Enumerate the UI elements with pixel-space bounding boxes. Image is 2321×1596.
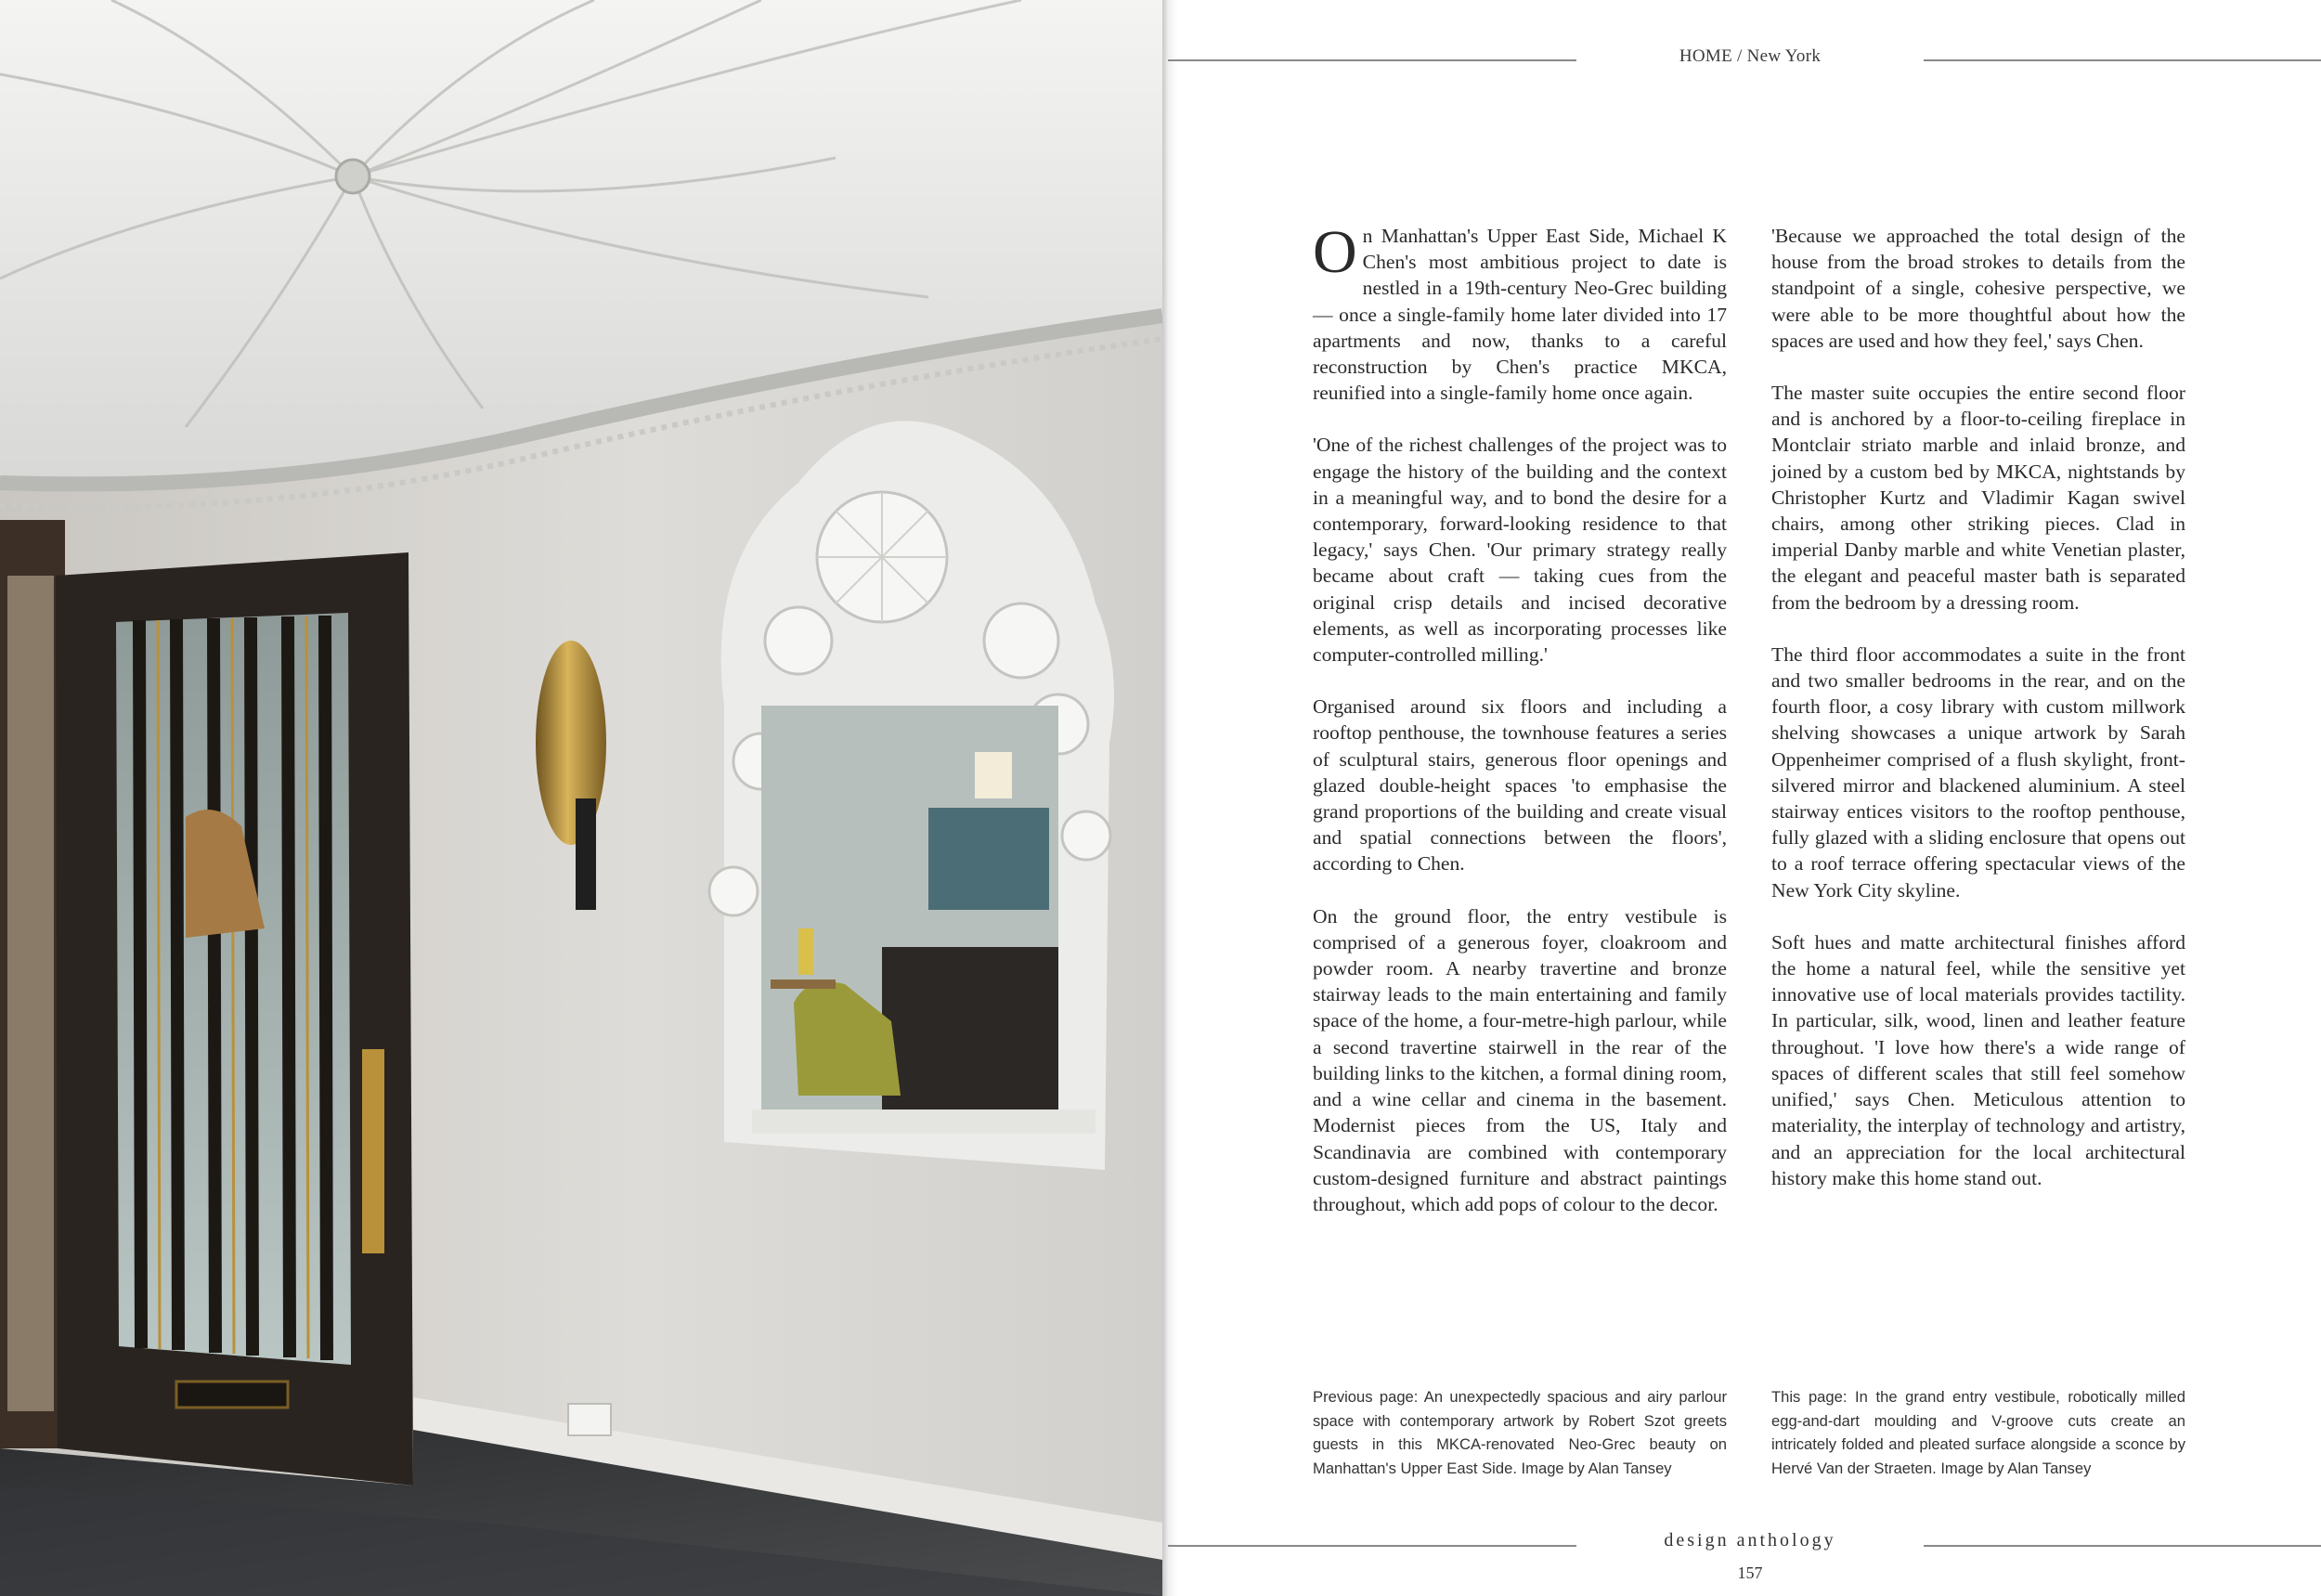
page-gutter (1162, 0, 1177, 1596)
article-column-left (1313, 218, 1727, 1243)
article-paragraph: On the ground floor, the entry vestibule is comprised of a generous foyer, cloakroom and powder room. A nearby travertine and bronze stairway leads to the main entertaining and family space of the home, a four-metre-high parlour, while a second travertine stairwell in the rear of the building links to the kitchen, a formal dining room, and a wine cellar and cinema in the basement. Modernist pieces from the US, Italy and Scandinavia are combined with contemporary custom-designed furniture and abstract paintings throughout, which add pops of colour to the decor. (1313, 904, 1727, 1215)
drop-cap: O (1313, 218, 1357, 286)
section-header: HOME / New York (1679, 46, 1822, 66)
article-paragraph: Organised around six floors and including a rooftop penthouse, the townhouse features a series of sculptural stairs, generous floor openings and glazed double-height spaces 'to emphasise the grand proportions of the building and create visual and spatial connections between the floors', according to Chen. (1313, 695, 1727, 876)
article-column-right (1771, 223, 2185, 1217)
footer-rule (1168, 1545, 1576, 1547)
article-paragraph: On Manhattan's Upper East Side, Michael K Chen's most ambitious project to date is nestled in a 19th-century Neo-Grec building — once a single-family home later divided into 17 apartments and now, thanks to a careful reconstruction by Chen's practice MKCA, reunified into a single-family home once again. (1313, 218, 1727, 405)
magazine-brand: design anthology (1664, 1530, 1836, 1551)
article-paragraph: The master suite occupies the entire second floor and is anchored by a floor-to-ceiling fireplace in Montclair striato marble and inlaid bronze, and joined by a custom bed by MKCA, nightstands by Christopher Kurtz and Vladimir Kagan swivel chairs, among other striking pieces. Clad in imperial Danby marble and white Venetian plaster, the elegant and peaceful master bath is separated from the bedroom by a dressing room. (1771, 382, 2185, 614)
header-rule (1168, 59, 1576, 61)
photo-caption-previous: Previous page: An unexpectedly spacious and airy parlour space with contemporary artwork by Robert Szot greets guests in this MKCA-renovated Neo-Grec beauty on Manhattan's Upper East Side. Image by Alan Tansey (1313, 1388, 1727, 1477)
sculpted-mirror (709, 421, 1114, 1170)
entry-door (56, 552, 413, 1486)
photo-caption-this: This page: In the grand entry vestibule, robotically milled egg-and-dart moulding and V-groove cuts create an intricately folded and pleated surface alongside a sconce by Hervé Van der Straeten. Image by Alan Tansey (1771, 1388, 2185, 1477)
article-paragraph: Soft hues and matte architectural finishes afford the home a natural feel, while the sensitive yet innovative use of local materials provides tactility. In particular, silk, wood, linen and leather feature throughout. 'I love how there's a wide range of spaces of different scales that still feel somehow unified,' says Chen. Meticulous attention to materiality, the interplay of technology and artistry, and an appreciation for the local architectural history make this home stand out. (1771, 930, 2185, 1189)
footer-rule (1924, 1545, 2321, 1547)
page-number: 157 (1737, 1564, 1763, 1582)
article-paragraph: The third floor accommodates a suite in the front and two smaller bedrooms in the rear, and on the fourth floor, a cosy library with custom millwork shelving showcases a unique artwork by Sarah Oppenheimer comprised of a flush skylight, front-silvered mirror and blackened aluminium. A steel stairway entices visitors to the rooftop penthouse, fully glazed with a sliding enclosure that opens out to a roof terrace offering spectacular views of the New York City skyline. (1771, 642, 2185, 902)
article-paragraph: 'One of the richest challenges of the project was to engage the history of the building and the context in a meaningful way, and to bond the desire for a contemporary, forward-looking residence to that legacy,' says Chen. 'Our primary strategy really became about craft — taking cues from the original crisp details and incised decorative elements, as well as incorporating processes like computer-controlled milling.' (1313, 434, 1727, 667)
header-rule (1924, 59, 2321, 61)
article-paragraph: 'Because we approached the total design of the house from the broad strokes to details from the standpoint of a single, cohesive perspective, we were able to be more thoughtful about how the spaces are used and how they feel,' says Chen. (1771, 225, 2185, 352)
